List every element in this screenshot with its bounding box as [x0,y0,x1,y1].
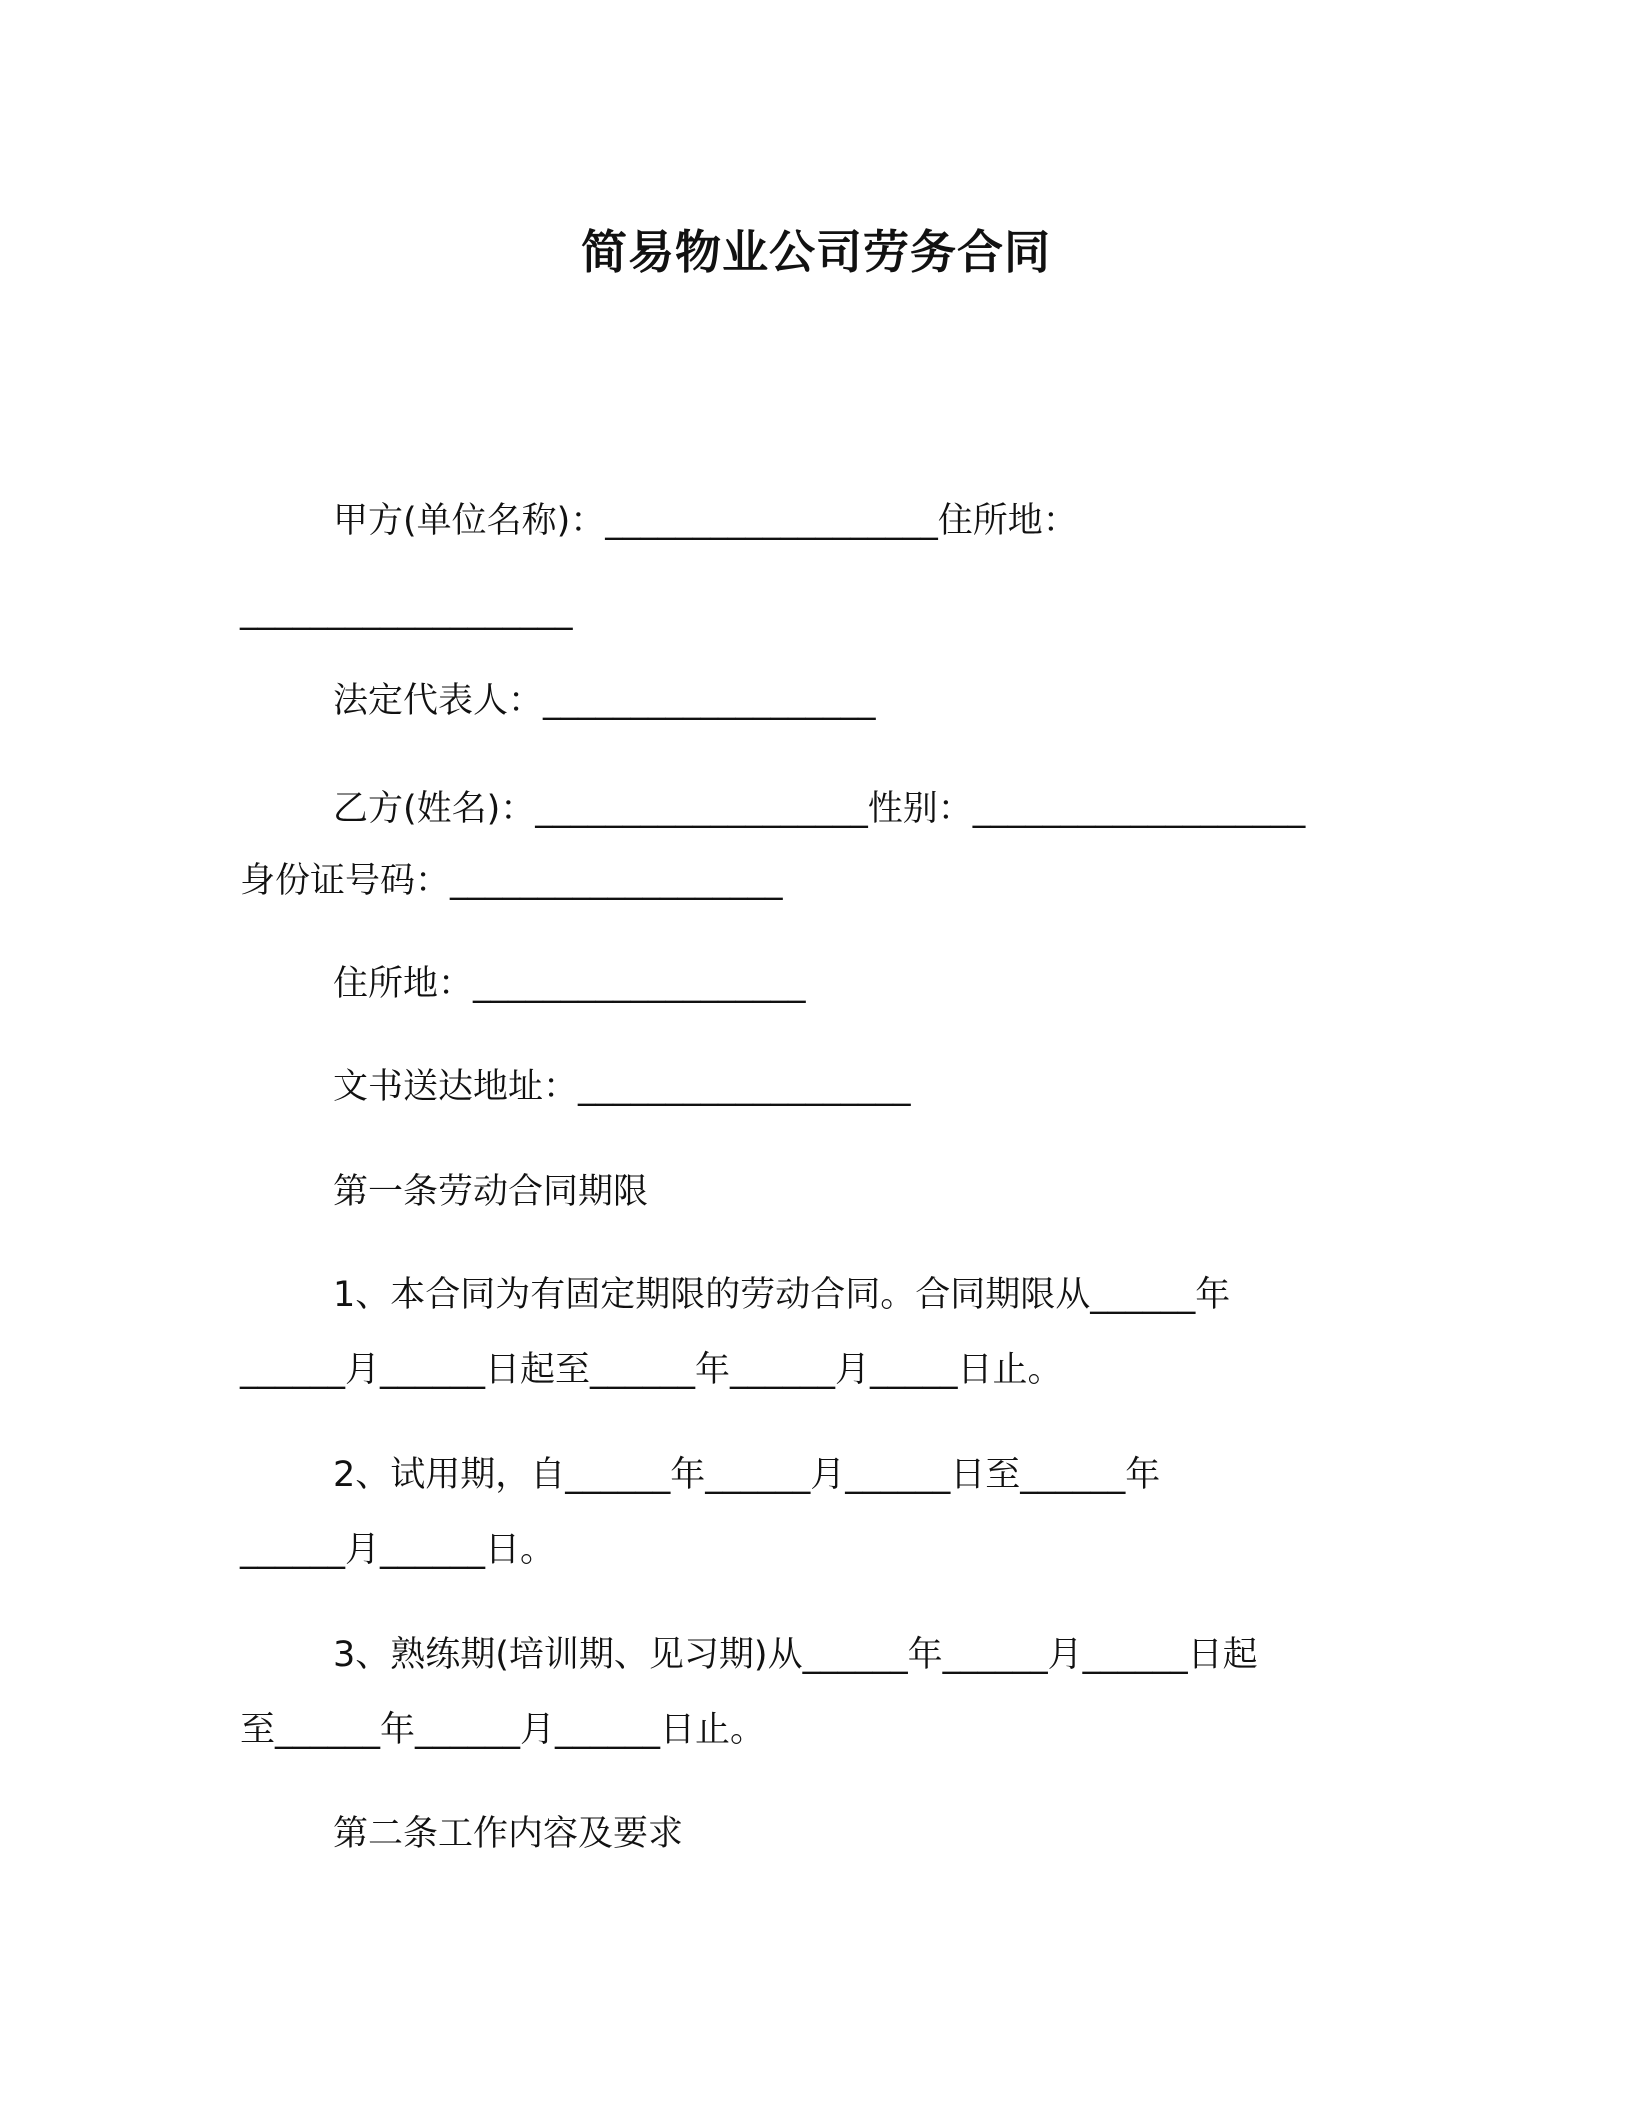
clause-1-3-line-1: 3、熟练期(培训期、见习期)从______年______月______日起 [333,1635,1258,1675]
id-number-line: 身份证号码：___________________ [240,861,783,901]
clause-1-1-line-1: 1、本合同为有固定期限的劳动合同。合同期限从______年 [333,1275,1231,1315]
party-b-address-line: 住所地：___________________ [333,964,806,1004]
party-b-name-gender-line: 乙方(姓名)：___________________性别：___________________ [333,789,1306,829]
party-a-address-blank: ___________________ [240,591,573,631]
legal-representative-line: 法定代表人：___________________ [333,681,876,721]
clause-1-1-line-2: ______月______日起至______年______月_____日止。 [240,1350,1063,1390]
article-2-heading: 第二条工作内容及要求 [333,1814,684,1854]
article-1-heading: 第一条劳动合同期限 [333,1172,649,1212]
clause-1-3-line-2: 至______年______月______日止。 [240,1710,766,1750]
document-title: 简易物业公司劳务合同 [581,225,1051,279]
clause-1-2-line-1: 2、试用期，自______年______月______日至______年 [333,1455,1161,1495]
clause-1-2-line-2: ______月______日。 [240,1530,556,1570]
party-a-name-line: 甲方(单位名称)：___________________住所地： [333,501,1078,541]
delivery-address-line: 文书送达地址：___________________ [333,1067,911,1107]
